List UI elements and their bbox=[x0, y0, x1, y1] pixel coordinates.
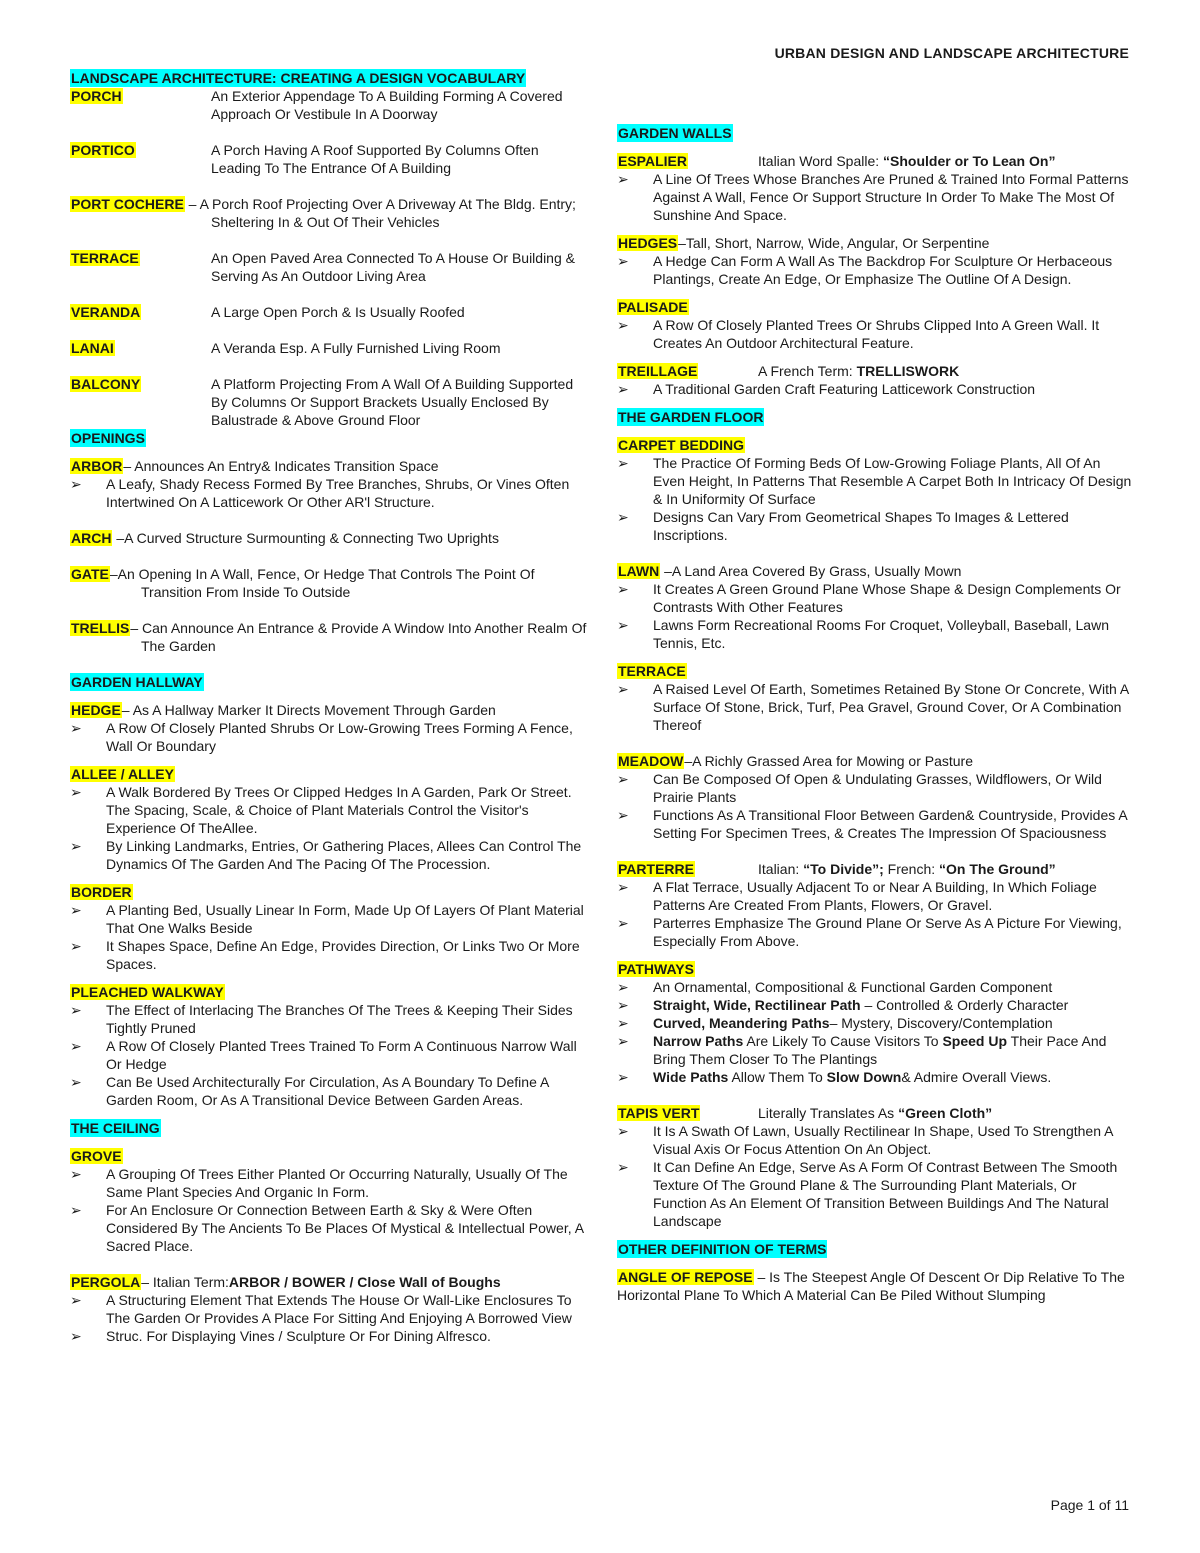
bullet-item bbox=[70, 1165, 590, 1201]
bullet-text: A Walk Bordered By Trees Or Clipped Hedges In A Garden, Park Or Street. The Spacing, Scale, & Choice of Plant Materials Control the Visitor's Experience Of TheAllee. bbox=[106, 784, 572, 836]
def-terrace bbox=[70, 249, 590, 285]
arrow-bullet-icon: ➢ bbox=[70, 1074, 82, 1090]
def-bold-text: “Shoulder or To Lean On” bbox=[883, 153, 1056, 169]
bullet-text: A Traditional Garden Craft Featuring Latticework Construction bbox=[653, 381, 1036, 397]
def-text: A Veranda Esp. A Fully Furnished Living Room bbox=[211, 340, 501, 356]
term-angle-of-repose: ANGLE OF REPOSE bbox=[618, 1269, 753, 1285]
term-espalier: ESPALIER bbox=[618, 153, 687, 169]
def-bold-text: TRELLISWORK bbox=[856, 363, 960, 379]
term-lanai: LANAI bbox=[71, 340, 114, 356]
bullet-item bbox=[617, 170, 1132, 224]
arrow-bullet-icon: ➢ bbox=[617, 807, 629, 823]
arrow-bullet-icon: ➢ bbox=[617, 1033, 629, 1049]
bullet-item bbox=[617, 1014, 1132, 1032]
def-porch bbox=[70, 87, 590, 123]
term-palisade: PALISADE bbox=[618, 299, 688, 315]
document-header: URBAN DESIGN AND LANDSCAPE ARCHITECTURE bbox=[774, 45, 1129, 61]
term-lawn: LAWN bbox=[618, 563, 660, 579]
arrow-bullet-icon: ➢ bbox=[617, 617, 629, 633]
bullet-text: By Linking Landmarks, Entries, Or Gathering Places, Allees Can Control The Dynamics Of The Garden And The Pacing Of The Procession. bbox=[106, 838, 582, 872]
bullet-text: An Ornamental, Compositional & Functional Garden Component bbox=[653, 979, 1053, 995]
bullet-item bbox=[70, 937, 590, 973]
bullet-bold-text: Slow Down bbox=[826, 1069, 902, 1085]
arrow-bullet-icon: ➢ bbox=[70, 784, 82, 800]
term-balcony: BALCONY bbox=[71, 376, 141, 392]
bullet-item bbox=[617, 978, 1132, 996]
def-bold-text: “Green Cloth” bbox=[898, 1105, 993, 1121]
def-port-cochere bbox=[70, 195, 590, 231]
def-text: A Large Open Porch & Is Usually Roofed bbox=[211, 304, 465, 320]
def-bold-text: “To Divide”; bbox=[803, 861, 884, 877]
term-carpet-bedding: CARPET BEDDING bbox=[618, 437, 745, 453]
def-arbor bbox=[70, 457, 590, 475]
term-parterre: PARTERRE bbox=[618, 861, 694, 877]
bullet-item bbox=[70, 1201, 590, 1255]
term-hedges: HEDGES bbox=[618, 235, 678, 251]
bullet-text: A Raised Level Of Earth, Sometimes Retained By Stone Or Concrete, With A Surface Of Stone, Brick, Turf, Pea Gravel, Ground Cover, Or A Combination Thereof bbox=[653, 681, 1129, 733]
def-trellis bbox=[70, 619, 590, 655]
bullet-text-part: & Admire Overall Views. bbox=[901, 1069, 1052, 1085]
section-title-openings: OPENINGS bbox=[71, 430, 145, 446]
arrow-bullet-icon: ➢ bbox=[70, 838, 82, 854]
term-hedge: HEDGE bbox=[71, 702, 121, 718]
def-text: An Exterior Appendage To A Building Forming A Covered Approach Or Vestibule In A Doorway bbox=[211, 88, 563, 122]
def-veranda bbox=[70, 303, 590, 321]
arrow-bullet-icon: ➢ bbox=[617, 455, 629, 471]
def-text: Literally Translates As bbox=[758, 1105, 899, 1121]
bullet-bold-text: Curved, Meandering Paths bbox=[653, 1015, 830, 1031]
bullet-text bbox=[653, 1032, 1132, 1068]
def-text: –A Land Area Covered By Grass, Usually Mown bbox=[660, 563, 962, 579]
def-meadow bbox=[617, 752, 1132, 770]
def-text: A Porch Having A Roof Supported By Columns Often Leading To The Entrance Of A Building bbox=[211, 142, 539, 176]
bullet-text: Struc. For Displaying Vines / Sculpture Or For Dining Alfresco. bbox=[106, 1328, 491, 1344]
bullet-text: A Leafy, Shady Recess Formed By Tree Branches, Shrubs, Or Vines Often Intertwined On A Latticework Or Other AR'l Structure. bbox=[106, 476, 570, 510]
def-text: – As A Hallway Marker It Directs Movement Through Garden bbox=[121, 702, 496, 718]
arrow-bullet-icon: ➢ bbox=[617, 317, 629, 333]
bullet-text-part: – Controlled & Orderly Character bbox=[860, 997, 1069, 1013]
bullet-item bbox=[70, 475, 590, 511]
bullet-item bbox=[617, 380, 1132, 398]
bullet-item bbox=[617, 878, 1132, 914]
bullet-item bbox=[70, 1327, 590, 1345]
bullet-item bbox=[70, 1073, 590, 1109]
bullet-text: A Line Of Trees Whose Branches Are Pruned & Trained Into Formal Patterns Against A Wall, Fence Or Support Structure In Order To Make The Most Of Sunshine And Space. bbox=[653, 171, 1129, 223]
section-title-garden-hallway: GARDEN HALLWAY bbox=[71, 674, 203, 690]
def-text: – Is The Steepest Angle Of Descent Or Dip Relative To The Horizontal Plane To Which A Material Can Be Piled Without Slumping bbox=[617, 1269, 1125, 1303]
page-number: Page 1 of 11 bbox=[1050, 1497, 1129, 1513]
bullet-text: Can Be Used Architecturally For Circulation, As A Boundary To Define A Garden Room, Or As A Transitional Device Between Garden Areas. bbox=[106, 1074, 549, 1108]
arrow-bullet-icon: ➢ bbox=[617, 509, 629, 525]
bullet-item bbox=[70, 1001, 590, 1037]
def-text: Italian Word Spalle: bbox=[758, 153, 884, 169]
bullet-text: For An Enclosure Or Connection Between Earth & Sky & Were Often Considered By The Ancients To Be Places Of Mystical & Intellectual Power, A Sacred Place. bbox=[106, 1202, 584, 1254]
arrow-bullet-icon: ➢ bbox=[70, 902, 82, 918]
bullet-text: Functions As A Transitional Floor Between Garden& Countryside, Provides A Setting For Specimen Trees, & Creates The Impression Of Spaciousness bbox=[653, 807, 1127, 841]
section-title-vocabulary: LANDSCAPE ARCHITECTURE: CREATING A DESIGN VOCABULARY bbox=[71, 70, 526, 86]
arrow-bullet-icon: ➢ bbox=[617, 979, 629, 995]
arrow-bullet-icon: ➢ bbox=[70, 1038, 82, 1054]
term-arbor: ARBOR bbox=[71, 458, 123, 474]
bullet-text: The Effect of Interlacing The Branches Of The Trees & Keeping Their Sides Tightly Pruned bbox=[106, 1002, 573, 1036]
bullet-bold-text: Wide Paths bbox=[653, 1069, 729, 1085]
def-balcony bbox=[70, 375, 590, 429]
def-arch bbox=[70, 529, 590, 547]
term-portico: PORTICO bbox=[71, 142, 135, 158]
term-pathways: PATHWAYS bbox=[618, 961, 694, 977]
arrow-bullet-icon: ➢ bbox=[70, 476, 82, 492]
term-arch: ARCH bbox=[71, 530, 112, 546]
def-angle-of-repose bbox=[617, 1268, 1132, 1304]
def-text: –An Opening In A Wall, Fence, Or Hedge That Controls The Point Of Transition From Inside To Outside bbox=[109, 566, 535, 600]
bullet-text: A Planting Bed, Usually Linear In Form, Made Up Of Layers Of Plant Material That One Walks Beside bbox=[106, 902, 584, 936]
arrow-bullet-icon: ➢ bbox=[617, 1069, 629, 1085]
arrow-bullet-icon: ➢ bbox=[70, 1328, 82, 1344]
bullet-text: It Shapes Space, Define An Edge, Provides Direction, Or Links Two Or More Spaces. bbox=[106, 938, 580, 972]
def-bold-text: ARBOR / BOWER / Close Wall of Boughs bbox=[228, 1274, 501, 1290]
bullet-text: A Row Of Closely Planted Shrubs Or Low-Growing Trees Forming A Fence, Wall Or Boundary bbox=[106, 720, 573, 754]
left-column bbox=[70, 69, 590, 1345]
term-terrace: TERRACE bbox=[71, 250, 139, 266]
arrow-bullet-icon: ➢ bbox=[70, 1002, 82, 1018]
arrow-bullet-icon: ➢ bbox=[617, 1123, 629, 1139]
bullet-item bbox=[617, 1068, 1132, 1086]
bullet-item bbox=[617, 680, 1132, 734]
bullet-text-part: – Mystery, Discovery/Contemplation bbox=[829, 1015, 1053, 1031]
section-title-garden-floor: THE GARDEN FLOOR bbox=[618, 409, 764, 425]
arrow-bullet-icon: ➢ bbox=[617, 771, 629, 787]
bullet-item bbox=[70, 719, 590, 755]
def-text: French: bbox=[883, 861, 940, 877]
arrow-bullet-icon: ➢ bbox=[617, 681, 629, 697]
section-title-other-terms: OTHER DEFINITION OF TERMS bbox=[618, 1241, 827, 1257]
def-text: A Platform Projecting From A Wall Of A Building Supported By Columns Or Support Brackets Usually Enclosed By Balustrade & Above Ground Floor bbox=[211, 376, 574, 428]
term-allee: ALLEE / ALLEY bbox=[71, 766, 174, 782]
bullet-text: A Hedge Can Form A Wall As The Backdrop For Sculpture Or Herbaceous Plantings, Create An Edge, Or Emphasize The Outline Of A Design. bbox=[653, 253, 1113, 287]
bullet-item bbox=[617, 616, 1132, 652]
term-tapis-vert: TAPIS VERT bbox=[618, 1105, 700, 1121]
bullet-text: A Structuring Element That Extends The House Or Wall-Like Enclosures To The Garden Or Provides A Place For Sitting And Enjoying A Borrowed View bbox=[106, 1292, 572, 1326]
def-gate bbox=[70, 565, 590, 601]
bullet-text bbox=[653, 996, 1132, 1014]
def-text: – Announces An Entry& Indicates Transition Space bbox=[123, 458, 439, 474]
term-pergola: PERGOLA bbox=[71, 1274, 141, 1290]
bullet-text-part: Are Likely To Cause Visitors To bbox=[743, 1033, 943, 1049]
bullet-item bbox=[617, 914, 1132, 950]
bullet-text: The Practice Of Forming Beds Of Low-Growing Foliage Plants, All Of An Even Height, In Patterns That Resemble A Carpet Both In Intricacy Of Design & In Uniformity Of Surface bbox=[653, 455, 1132, 507]
def-bold-text: “On The Ground” bbox=[939, 861, 1056, 877]
bullet-text: A Row Of Closely Planted Trees Trained To Form A Continuous Narrow Wall Or Hedge bbox=[106, 1038, 577, 1072]
term-veranda: VERANDA bbox=[71, 304, 141, 320]
def-text: –A Richly Grassed Area for Mowing or Pasture bbox=[684, 753, 974, 769]
bullet-item bbox=[70, 783, 590, 837]
def-text: An Open Paved Area Connected To A House Or Building & Serving As An Outdoor Living Area bbox=[211, 250, 575, 284]
term-gate: GATE bbox=[71, 566, 109, 582]
bullet-item bbox=[617, 996, 1132, 1014]
term-treillage: TREILLAGE bbox=[618, 363, 698, 379]
bullet-item bbox=[617, 1122, 1132, 1158]
arrow-bullet-icon: ➢ bbox=[617, 1015, 629, 1031]
bullet-text: It Creates A Green Ground Plane Whose Shape & Design Complements Or Contrasts With Other Features bbox=[653, 581, 1121, 615]
arrow-bullet-icon: ➢ bbox=[70, 1202, 82, 1218]
bullet-text bbox=[653, 1014, 1132, 1032]
def-text: – Can Announce An Entrance & Provide A Window Into Another Realm Of The Garden bbox=[130, 620, 587, 654]
bullet-item bbox=[70, 901, 590, 937]
def-text: – A Porch Roof Projecting Over A Driveway At The Bldg. Entry; Sheltering In & Out Of Their Vehicles bbox=[184, 196, 576, 230]
def-pergola bbox=[70, 1273, 590, 1291]
arrow-bullet-icon: ➢ bbox=[617, 171, 629, 187]
right-column bbox=[617, 124, 1132, 1304]
def-text: –A Curved Structure Surmounting & Connecting Two Uprights bbox=[112, 530, 499, 546]
bullet-text: It Can Define An Edge, Serve As A Form Of Contrast Between The Smooth Texture Of The Ground Plane & The Surrounding Plant Materials, Or Function As An Element Of Transition Between Buildings And The Natural Landscape bbox=[653, 1159, 1118, 1229]
bullet-item bbox=[617, 454, 1132, 508]
bullet-text-part: Their Pace And Bring Them Closer To The Plantings bbox=[653, 1033, 1107, 1067]
bullet-item bbox=[617, 508, 1132, 544]
def-espalier bbox=[617, 152, 1132, 170]
def-portico bbox=[70, 141, 590, 177]
arrow-bullet-icon: ➢ bbox=[617, 997, 629, 1013]
bullet-text: Parterres Emphasize The Ground Plane Or Serve As A Picture For Viewing, Especially From Above. bbox=[653, 915, 1122, 949]
bullet-item bbox=[617, 1158, 1132, 1230]
bullet-text: A Row Of Closely Planted Trees Or Shrubs Clipped Into A Green Wall. It Creates An Outdoor Architectural Feature. bbox=[653, 317, 1100, 351]
arrow-bullet-icon: ➢ bbox=[617, 915, 629, 931]
arrow-bullet-icon: ➢ bbox=[617, 581, 629, 597]
bullet-text: A Flat Terrace, Usually Adjacent To or Near A Building, In Which Foliage Patterns Are Created From Plants, Flowers, Or Gravel. bbox=[653, 879, 1097, 913]
def-parterre bbox=[617, 860, 1132, 878]
bullet-bold-text: Speed Up bbox=[942, 1033, 1008, 1049]
def-hedges bbox=[617, 234, 1132, 252]
def-lanai bbox=[70, 339, 590, 357]
section-title-garden-walls: GARDEN WALLS bbox=[618, 125, 732, 141]
term-pleached-walkway: PLEACHED WALKWAY bbox=[71, 984, 224, 1000]
bullet-bold-text: Narrow Paths bbox=[653, 1033, 744, 1049]
def-text: Italian: bbox=[758, 861, 804, 877]
def-treillage bbox=[617, 362, 1132, 380]
bullet-item bbox=[617, 770, 1132, 806]
bullet-bold-text: Straight, Wide, Rectilinear Path bbox=[653, 997, 861, 1013]
bullet-item bbox=[70, 1291, 590, 1327]
bullet-text: Designs Can Vary From Geometrical Shapes To Images & Lettered Inscriptions. bbox=[653, 509, 1069, 543]
bullet-item bbox=[617, 316, 1132, 352]
arrow-bullet-icon: ➢ bbox=[70, 720, 82, 736]
bullet-text-part: Allow Them To bbox=[728, 1069, 827, 1085]
bullet-text: It Is A Swath Of Lawn, Usually Rectilinear In Shape, Used To Strengthen A Visual Axis Or Focus Attention On An Object. bbox=[653, 1123, 1113, 1157]
term-border: BORDER bbox=[71, 884, 132, 900]
bullet-item bbox=[70, 837, 590, 873]
arrow-bullet-icon: ➢ bbox=[70, 1166, 82, 1182]
section-title-ceiling: THE CEILING bbox=[71, 1120, 160, 1136]
bullet-text bbox=[653, 1068, 1132, 1086]
bullet-text: A Grouping Of Trees Either Planted Or Occurring Naturally, Usually Of The Same Plant Species And Organic In Form. bbox=[106, 1166, 568, 1200]
arrow-bullet-icon: ➢ bbox=[617, 253, 629, 269]
bullet-item bbox=[617, 252, 1132, 288]
term-port-cochere: PORT COCHERE bbox=[71, 196, 184, 212]
bullet-item bbox=[617, 1032, 1132, 1068]
term-porch: PORCH bbox=[71, 88, 122, 104]
term-terrace-floor: TERRACE bbox=[618, 663, 686, 679]
arrow-bullet-icon: ➢ bbox=[70, 938, 82, 954]
arrow-bullet-icon: ➢ bbox=[617, 879, 629, 895]
bullet-text: Can Be Composed Of Open & Undulating Grasses, Wildflowers, Or Wild Prairie Plants bbox=[653, 771, 1102, 805]
arrow-bullet-icon: ➢ bbox=[617, 1159, 629, 1175]
term-meadow: MEADOW bbox=[618, 753, 684, 769]
def-text: –Tall, Short, Narrow, Wide, Angular, Or Serpentine bbox=[678, 235, 990, 251]
bullet-item bbox=[617, 806, 1132, 842]
term-grove: GROVE bbox=[71, 1148, 122, 1164]
def-text: – Italian Term: bbox=[141, 1274, 229, 1290]
def-tapis-vert bbox=[617, 1104, 1132, 1122]
def-hedge bbox=[70, 701, 590, 719]
bullet-text: Lawns Form Recreational Rooms For Croquet, Volleyball, Baseball, Lawn Tennis, Etc. bbox=[653, 617, 1109, 651]
def-text: A French Term: bbox=[758, 363, 857, 379]
arrow-bullet-icon: ➢ bbox=[617, 381, 629, 397]
arrow-bullet-icon: ➢ bbox=[70, 1292, 82, 1308]
def-lawn bbox=[617, 562, 1132, 580]
bullet-item bbox=[70, 1037, 590, 1073]
bullet-item bbox=[617, 580, 1132, 616]
term-trellis: TRELLIS bbox=[71, 620, 130, 636]
